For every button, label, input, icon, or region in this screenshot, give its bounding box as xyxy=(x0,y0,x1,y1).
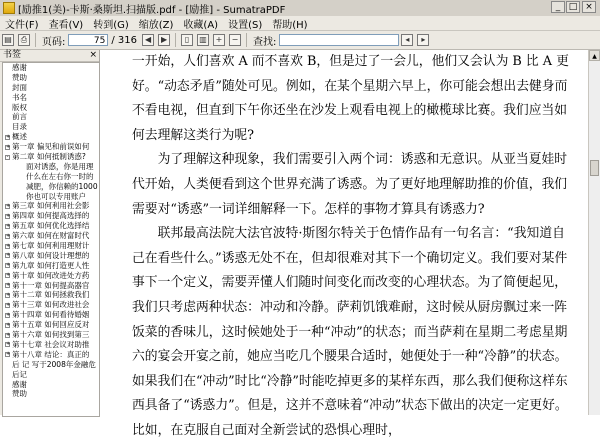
bookmark-label: 什么在左右你一时的 xyxy=(26,171,94,181)
forward-icon[interactable]: ▶ xyxy=(158,34,170,46)
expand-icon[interactable]: + xyxy=(6,202,11,209)
expand-icon[interactable]: + xyxy=(6,291,11,298)
bookmark-item[interactable] xyxy=(3,182,99,192)
bookmark-item[interactable] xyxy=(3,73,99,83)
expand-icon[interactable]: + xyxy=(6,242,11,249)
expand-icon[interactable]: + xyxy=(6,301,11,308)
bookmark-item[interactable] xyxy=(3,271,99,281)
bookmark-item[interactable] xyxy=(3,261,99,271)
document-page xyxy=(101,50,588,444)
scroll-up-icon[interactable]: ▲ xyxy=(589,50,600,61)
bookmark-item[interactable] xyxy=(3,192,99,202)
bookmark-label: 概述 xyxy=(12,132,27,142)
bookmark-item[interactable] xyxy=(3,162,99,172)
find-label: 查找: xyxy=(253,36,277,48)
bookmark-label: 第十一章 如何提高器官 xyxy=(12,280,90,290)
bookmarks-title: 书签 xyxy=(3,50,22,60)
bookmark-item[interactable] xyxy=(3,330,99,340)
bookmark-item[interactable] xyxy=(3,380,99,390)
bookmark-item[interactable] xyxy=(3,122,99,132)
page-label: 页码: xyxy=(42,36,66,48)
menu-item[interactable]: 转到(G) xyxy=(93,19,129,31)
toolbar-separator xyxy=(35,33,36,47)
scroll-thumb[interactable] xyxy=(590,160,599,176)
bookmark-label: 第四章 如何提高选择的 xyxy=(12,211,90,221)
bookmark-label: 感谢 xyxy=(12,63,27,72)
expand-icon[interactable]: + xyxy=(6,311,11,318)
bookmark-label: 感谢 xyxy=(12,379,27,389)
document-paragraph: 联邦最高法院大法官波特·斯图尔特关于色情作品有一句名言：“我知道自己在看些什么。”诱惑无处不在，但却很难对其下一个确切定义。我们要对某件事下一个定义，需要弄懂人们随时间变化而改变的心理状态。为了简便起见，我们只考虑两种状态：冲动和冷静。萨莉饥饿难耐，这时候从厨房飘过来一阵饭菜的香味儿，这时候她处于一种“冲动”的状态；而当萨莉在星期二考虑星期六的宴会开宴之前，她应当吃几个腰果合适时，她便处于一种“冷静”的状态。如果我们在“冲动”时比“冷静”时能吃掉更多的某样东西，那么我们便称这样东西具备了“诱惑力”。但是，这并不意味着“冲动”状态下做出的决定一定更好。比如，在克服自己面对全新尝试的恐惧心理时， xyxy=(132,226,568,438)
close-sidebar-button[interactable]: × xyxy=(89,50,97,60)
toolbar-separator xyxy=(175,33,176,47)
bookmark-item[interactable] xyxy=(3,389,99,399)
bookmark-label: 后 记 写于2008年金融危 xyxy=(12,359,96,369)
bookmarks-header xyxy=(0,50,99,62)
bookmark-item[interactable] xyxy=(3,211,99,221)
bookmark-label: 你也可以专用账户 xyxy=(26,191,86,201)
expand-icon[interactable]: + xyxy=(6,272,11,279)
bookmark-item[interactable] xyxy=(3,93,99,103)
bookmark-item[interactable] xyxy=(3,281,99,291)
bookmark-label: 第十六章 如何找到第三 xyxy=(12,330,90,340)
bookmark-item[interactable] xyxy=(3,241,99,251)
print-icon[interactable]: ⎙ xyxy=(18,34,30,46)
bookmark-item[interactable] xyxy=(3,360,99,370)
bookmark-item[interactable] xyxy=(3,142,99,152)
bookmark-label: 版权 xyxy=(12,102,27,112)
document-view[interactable] xyxy=(101,50,588,438)
continuous-icon[interactable]: ▥ xyxy=(197,34,209,46)
expand-icon[interactable]: + xyxy=(6,232,11,239)
bookmark-label: 前言 xyxy=(12,112,27,122)
menu-item[interactable]: 查看(V) xyxy=(48,19,84,31)
menu-item[interactable]: 帮助(H) xyxy=(272,19,308,31)
document-paragraph: 为了理解这种现象，我们需要引入两个词：诱惑和无意识。从亚当夏娃时代开始，人类便看到这个世界充满了诱惑。为了更好地理解助推的价值，我们需要对“诱惑”一词详细解释一下。怎样的事物才算具有诱惑力? xyxy=(132,152,568,217)
bookmark-label: 第六章 如何在财富时代 xyxy=(12,231,90,241)
bookmark-label: 第二章 如何抵制诱惑? xyxy=(12,152,86,162)
expand-icon[interactable]: + xyxy=(6,262,11,269)
bookmark-label: 后记 xyxy=(12,369,27,379)
page-total: / 316 xyxy=(111,34,138,46)
menu-item[interactable]: 设置(S) xyxy=(228,19,263,31)
back-icon[interactable]: ◀ xyxy=(142,34,154,46)
bookmark-item[interactable] xyxy=(3,290,99,300)
bookmark-item[interactable] xyxy=(3,251,99,261)
bookmark-label: 赞助 xyxy=(12,389,27,399)
bookmark-item[interactable] xyxy=(3,231,99,241)
bookmark-item[interactable] xyxy=(3,221,99,231)
bookmark-item[interactable] xyxy=(3,340,99,350)
bookmark-label: 第九章 如何打造更人性 xyxy=(12,260,90,270)
zoom-out-icon[interactable]: − xyxy=(229,34,241,46)
title-bar xyxy=(0,0,600,17)
bookmark-label: 第十四章 如何看待婚姻 xyxy=(12,310,90,320)
bookmark-label: 第十三章 如何改进社会 xyxy=(12,300,90,310)
bookmark-label: 第五章 如何优化选择结 xyxy=(12,221,90,231)
bookmark-item[interactable] xyxy=(3,320,99,330)
bookmark-label: 第十七章 社会议对助推 xyxy=(12,339,90,349)
menu-item[interactable]: 文件(F) xyxy=(5,19,39,31)
bookmark-item[interactable] xyxy=(3,172,99,182)
menu-item[interactable]: 收藏(A) xyxy=(183,19,219,31)
bookmark-item[interactable] xyxy=(3,350,99,360)
bookmark-item[interactable] xyxy=(3,201,99,211)
bookmark-label: 第三章 如何利用社会影 xyxy=(12,201,90,211)
document-paragraph: 一开始，人们喜欢 A 而不喜欢 B，但是过了一会儿，他们又会认为 B 比 A 更好。“动态矛盾”随处可见。例如，在某个星期六早上，你可能会想出去健身而不看电视，但直到下午你还坐在沙发上观看电视上的橄榄球比赛。我们应当如何去理解这类行为呢? xyxy=(132,54,569,143)
bookmark-label: 封面 xyxy=(12,82,27,92)
minimize-button[interactable]: _ xyxy=(551,1,565,13)
open-icon[interactable]: ▤ xyxy=(2,34,14,46)
expand-icon[interactable]: + xyxy=(6,252,11,259)
maximize-button[interactable]: □ xyxy=(566,1,580,13)
bookmark-label: 第十章 如何改进处方药 xyxy=(12,270,90,280)
vertical-scrollbar[interactable] xyxy=(588,50,600,415)
app-icon xyxy=(3,2,15,14)
find-input[interactable] xyxy=(279,34,399,46)
bookmark-item[interactable] xyxy=(3,300,99,310)
menu-bar xyxy=(0,16,600,31)
toolbar xyxy=(0,31,600,50)
bookmark-label: 赞助 xyxy=(12,72,27,82)
bookmark-item[interactable] xyxy=(3,310,99,320)
expand-icon[interactable]: + xyxy=(6,282,11,289)
bookmark-label: 第十八章 结论：真正的 xyxy=(12,349,90,359)
search-next-icon[interactable]: ▸ xyxy=(417,34,429,46)
single-page-icon[interactable]: ▯ xyxy=(181,34,193,46)
expand-icon[interactable]: + xyxy=(6,143,11,150)
expand-icon[interactable]: + xyxy=(6,321,11,328)
expand-icon[interactable]: + xyxy=(6,331,11,338)
bookmark-label: 第八章 如何设计理想的 xyxy=(12,250,90,260)
expand-icon[interactable]: + xyxy=(6,351,11,358)
bookmark-label: 第一章 偏见和前误如何 xyxy=(12,142,90,152)
bookmark-label: 面对诱惑，你是用理 xyxy=(26,161,94,171)
expand-icon[interactable]: + xyxy=(6,341,11,348)
bookmark-label: 第七章 如何利用理财计 xyxy=(12,241,90,251)
search-prev-icon[interactable]: ◂ xyxy=(401,34,413,46)
collapse-icon[interactable]: - xyxy=(6,153,9,160)
bookmark-label: 书名 xyxy=(12,92,27,102)
page-number-input[interactable]: 75 xyxy=(68,34,108,46)
bookmark-item[interactable] xyxy=(3,132,99,142)
expand-icon[interactable]: + xyxy=(6,133,11,140)
zoom-in-icon[interactable]: + xyxy=(213,34,225,46)
bookmark-label: 减肥，你信赖的1000 xyxy=(26,181,98,191)
bookmark-label: 目录 xyxy=(12,122,27,132)
bookmarks-sidebar xyxy=(0,50,100,415)
bookmark-item[interactable] xyxy=(3,63,99,73)
bookmark-item[interactable] xyxy=(3,152,99,162)
toolbar-separator xyxy=(246,33,247,47)
bookmark-item[interactable] xyxy=(3,83,99,93)
close-button[interactable]: × xyxy=(582,1,596,13)
expand-icon[interactable]: + xyxy=(6,222,11,229)
bookmark-item[interactable] xyxy=(3,370,99,380)
bookmark-item[interactable] xyxy=(3,103,99,113)
bookmark-item[interactable] xyxy=(3,112,99,122)
bookmark-label: 第十五章 如何回应反对 xyxy=(12,320,90,330)
window-title: [励推1(美)-卡斯·桑斯坦.扫描版.pdf - [励推] - SumatraPDF xyxy=(18,4,286,16)
bookmarks-tree[interactable] xyxy=(2,62,100,417)
expand-icon[interactable]: + xyxy=(6,212,11,219)
bookmark-label: 第十二章 如何拯救我们 xyxy=(12,290,90,300)
menu-item[interactable]: 缩放(Z) xyxy=(138,19,174,31)
